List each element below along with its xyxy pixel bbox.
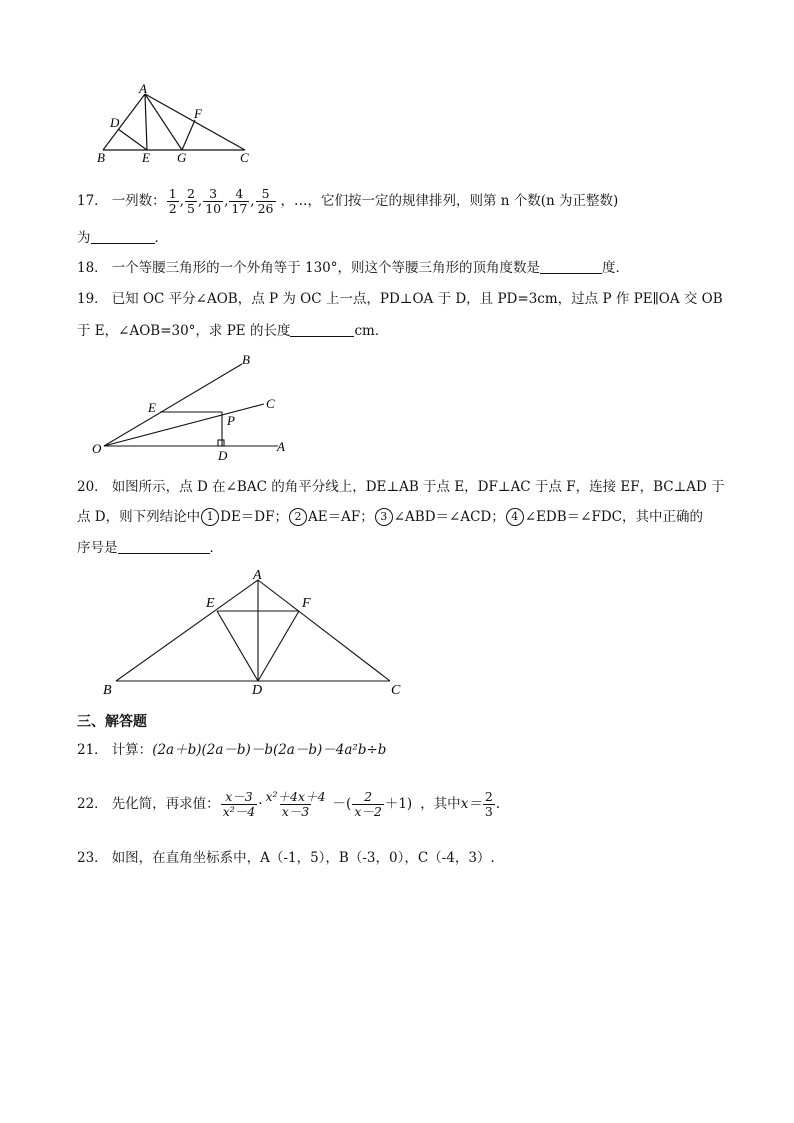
question-17: 17． 一列数： $\frac{1}{2}$ , $\frac{2}{5}$ , $\frac{3}{10}$ , $\frac{4}{17}$ , $\frac{5}{26}$ ，…，它们按一定的规律排列，则第 n 个数(n 为正整数)	[77, 185, 619, 216]
q17-prefix: 一列数：	[111, 193, 166, 209]
question-21: 21． 计算：(2a＋b)(2a－b)－b(2a－b)－4a²b÷b	[77, 742, 387, 758]
label-C: C	[266, 396, 275, 411]
answer-blank[interactable]	[118, 539, 210, 554]
answer-blank[interactable]	[91, 229, 155, 244]
q17-suffix: ，…，它们按一定的规律排列，则第 n 个数(n 为正整数)	[280, 193, 619, 209]
question-22: 22． 先化简，再求值： $\frac{x-3}{\text{x²－4}}$ · $\frac{\text{x²＋4x＋4}}{x-3}$ －( $\frac{2}{x-2}$ ＋1) ，其中 x＝ $\frac{2}{3}$ .	[77, 788, 501, 819]
fraction: $\frac{4}{17}$	[231, 185, 248, 216]
label-B: B	[242, 352, 250, 367]
section-heading: 三、解答题	[77, 714, 147, 730]
triangle-figure-20	[98, 565, 408, 700]
question-18: 18． 一个等腰三角形的一个外角等于 130°，则这个等腰三角形的顶角度数是 度．	[77, 260, 629, 276]
circled-number: 1	[201, 508, 219, 526]
triangle-figure-16	[95, 82, 265, 167]
answer-blank[interactable]	[540, 259, 602, 274]
label-B: B	[103, 683, 112, 698]
label-A: A	[277, 439, 285, 454]
label-F: F	[302, 596, 311, 611]
question-20-line3: 序号是 ．	[77, 540, 223, 556]
angle-bisector-figure-19	[90, 350, 300, 462]
question-19-line2: 于 E，∠AOB=30°，求 PE 的长度 cm．	[77, 323, 389, 339]
label-E: E	[142, 150, 150, 165]
label-P: P	[227, 413, 235, 428]
question-number: 17．	[77, 193, 108, 209]
question-17-line2: 为 ．	[77, 230, 168, 246]
label-B: B	[97, 150, 105, 165]
label-D: D	[218, 448, 228, 462]
label-A: A	[253, 568, 262, 583]
label-D: D	[110, 115, 120, 130]
question-23: 23． 如图，在直角坐标系中，A（-1，5），B（-3，0），C（-4，3）.	[77, 850, 495, 866]
label-A: A	[139, 82, 147, 96]
fraction: $\frac{2}{5}$	[186, 185, 195, 216]
question-20: 20． 如图所示，点 D 在∠BAC 的角平分线上，DE⊥AB 于点 E，DF⊥AC 于点 F，连接 EF，BC⊥AD 于	[77, 479, 725, 495]
question-19: 19． 已知 OC 平分∠AOB，点 P 为 OC 上一点，PD⊥OA 于 D，且 PD=3cm，过点 P 作 PE∥OA 交 OB	[77, 291, 723, 307]
label-O: O	[92, 441, 102, 456]
math-expression: (2a＋b)(2a－b)－b(2a－b)－4a²b÷b	[152, 742, 387, 758]
label-E: E	[206, 596, 215, 611]
circled-number: 2	[289, 508, 307, 526]
fraction: $\frac{2}{x-2}$	[354, 788, 382, 819]
fraction: $\frac{3}{10}$	[205, 185, 222, 216]
circled-number: 3	[375, 508, 393, 526]
fraction: $\frac{\text{x²＋4x＋4}}{x-3}$	[265, 788, 326, 819]
fraction: $\frac{5}{26}$	[257, 185, 274, 216]
label-F: F	[194, 106, 202, 121]
label-G: G	[177, 150, 187, 165]
fraction: $\frac{x-3}{\text{x²－4}}$	[222, 788, 256, 819]
question-20-line2: 点 D，则下列结论中 1 DE＝DF； 2 AE＝AF； 3 ∠ABD＝∠ACD； 4 ∠EDB＝∠FDC，其中正确的	[77, 509, 704, 525]
label-E: E	[148, 400, 156, 415]
label-C: C	[391, 683, 401, 698]
fraction: $\frac{1}{2}$	[168, 185, 177, 216]
answer-blank[interactable]	[290, 322, 354, 337]
label-D: D	[252, 683, 263, 698]
label-C: C	[240, 150, 249, 165]
circled-number: 4	[506, 508, 524, 526]
fraction: $\frac{2}{3}$	[484, 788, 493, 819]
